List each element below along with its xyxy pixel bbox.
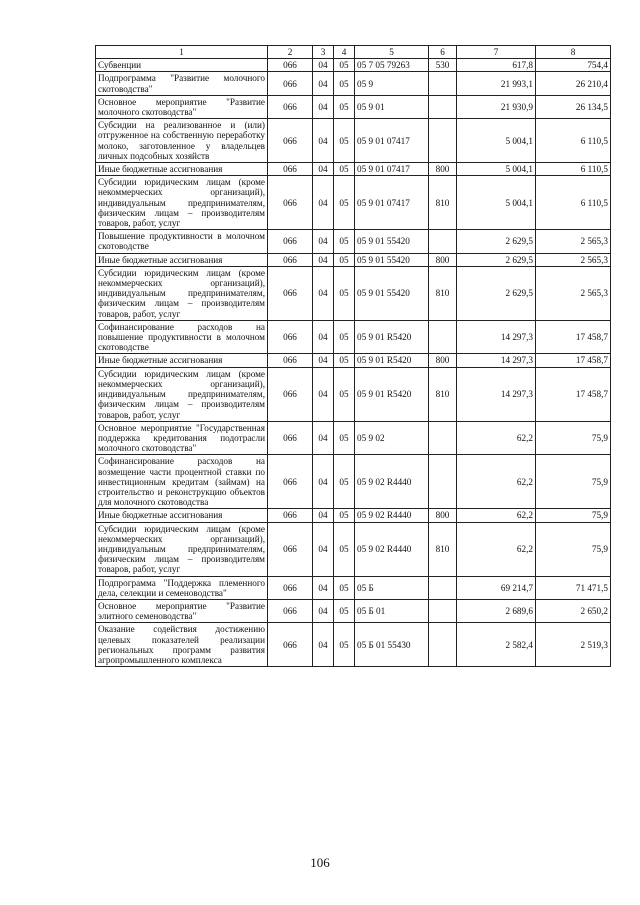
table-row [96,599,611,622]
table-row [96,367,611,421]
table-row [96,95,611,118]
subsection-code-cell: 05 [334,320,355,354]
subsection-code-cell: 05 [334,576,355,599]
ministry-code-cell: 066 [268,253,313,266]
section-code-cell: 04 [313,522,334,576]
subsection-code-cell: 05 [334,599,355,622]
target-article-cell: 05 9 01 R5420 [355,354,429,367]
ministry-code-cell: 066 [268,623,313,667]
target-article-cell: 05 9 01 [355,95,429,118]
table-row [96,421,611,455]
amount-year2-cell: 17 458,7 [536,354,611,367]
column-header: 6 [429,46,457,59]
section-code-cell: 04 [313,72,334,95]
column-header: 7 [457,46,536,59]
expense-type-cell: 810 [429,367,457,421]
target-article-cell: 05 Б 01 55430 [355,623,429,667]
row-name-cell: Подпрограмма "Развитие молочного скотоводства" [96,72,268,95]
expense-type-cell: 810 [429,266,457,320]
amount-year2-cell: 6 110,5 [536,163,611,176]
amount-year2-cell: 75,9 [536,509,611,522]
row-name-cell: Иные бюджетные ассигнования [96,509,268,522]
column-header: 2 [268,46,313,59]
amount-year1-cell: 2 689,6 [457,599,536,622]
expense-type-cell [429,576,457,599]
section-code-cell: 04 [313,421,334,455]
expense-type-cell: 810 [429,522,457,576]
amount-year2-cell: 754,4 [536,59,611,72]
row-name-cell: Субсидии юридическим лицам (кроме некоммерческих организаций), индивидуальным предпринимателям, физическим лицам – производителям товаров, работ, услуг [96,522,268,576]
target-article-cell: 05 9 02 R4440 [355,455,429,509]
expense-type-cell [429,72,457,95]
ministry-code-cell: 066 [268,163,313,176]
subsection-code-cell: 05 [334,176,355,230]
table-header-row [96,46,611,59]
amount-year2-cell: 17 458,7 [536,320,611,354]
expense-type-cell: 810 [429,176,457,230]
ministry-code-cell: 066 [268,266,313,320]
ministry-code-cell: 066 [268,176,313,230]
table-row [96,522,611,576]
section-code-cell: 04 [313,509,334,522]
expense-type-cell: 800 [429,354,457,367]
ministry-code-cell: 066 [268,119,313,163]
target-article-cell: 05 9 01 R5420 [355,367,429,421]
subsection-code-cell: 05 [334,253,355,266]
row-name-cell: Субсидии юридическим лицам (кроме некоммерческих организаций), индивидуальным предпринимателям, физическим лицам – производителям товаров, работ, услуг [96,266,268,320]
table-row [96,320,611,354]
row-name-cell: Софинансирование расходов на возмещение части процентной ставки по инвестиционным кредитам (займам) на строительство и реконструкцию объектов для молочного скотоводства [96,455,268,509]
column-header: 1 [96,46,268,59]
section-code-cell: 04 [313,119,334,163]
row-name-cell: Основное мероприятие "Развитие молочного скотоводства" [96,95,268,118]
subsection-code-cell: 05 [334,455,355,509]
section-code-cell: 04 [313,176,334,230]
row-name-cell: Основное мероприятие "Государственная поддержка кредитования подотрасли молочного скотоводства" [96,421,268,455]
amount-year1-cell: 62,2 [457,509,536,522]
column-header: 8 [536,46,611,59]
ministry-code-cell: 066 [268,354,313,367]
amount-year1-cell: 5 004,1 [457,163,536,176]
row-name-cell: Иные бюджетные ассигнования [96,354,268,367]
expense-type-cell: 800 [429,163,457,176]
expense-type-cell [429,455,457,509]
amount-year1-cell: 2 629,5 [457,266,536,320]
subsection-code-cell: 05 [334,509,355,522]
expense-type-cell [429,599,457,622]
expense-type-cell [429,623,457,667]
row-name-cell: Основное мероприятие "Развитие элитного семеноводства" [96,599,268,622]
table-row [96,59,611,72]
target-article-cell: 05 9 02 R4440 [355,509,429,522]
table-body [96,59,611,667]
target-article-cell: 05 9 01 55420 [355,266,429,320]
amount-year1-cell: 2 582,4 [457,623,536,667]
table-row [96,455,611,509]
subsection-code-cell: 05 [334,59,355,72]
target-article-cell: 05 9 01 55420 [355,230,429,253]
subsection-code-cell: 05 [334,119,355,163]
target-article-cell: 05 9 01 07417 [355,176,429,230]
target-article-cell: 05 9 01 07417 [355,163,429,176]
amount-year2-cell: 71 471,5 [536,576,611,599]
ministry-code-cell: 066 [268,509,313,522]
table-row [96,119,611,163]
subsection-code-cell: 05 [334,163,355,176]
column-header: 3 [313,46,334,59]
ministry-code-cell: 066 [268,320,313,354]
section-code-cell: 04 [313,320,334,354]
subsection-code-cell: 05 [334,421,355,455]
target-article-cell: 05 9 01 07417 [355,119,429,163]
ministry-code-cell: 066 [268,59,313,72]
subsection-code-cell: 05 [334,266,355,320]
expense-type-cell [429,230,457,253]
section-code-cell: 04 [313,266,334,320]
expense-type-cell [429,421,457,455]
target-article-cell: 05 Б [355,576,429,599]
amount-year2-cell: 75,9 [536,421,611,455]
amount-year2-cell: 6 110,5 [536,176,611,230]
ministry-code-cell: 066 [268,455,313,509]
table-row [96,72,611,95]
section-code-cell: 04 [313,354,334,367]
target-article-cell: 05 7 05 79263 [355,59,429,72]
amount-year1-cell: 62,2 [457,522,536,576]
budget-table [95,45,611,667]
section-code-cell: 04 [313,599,334,622]
subsection-code-cell: 05 [334,72,355,95]
amount-year1-cell: 69 214,7 [457,576,536,599]
ministry-code-cell: 066 [268,367,313,421]
column-header: 4 [334,46,355,59]
amount-year2-cell: 17 458,7 [536,367,611,421]
table-row [96,509,611,522]
row-name-cell: Иные бюджетные ассигнования [96,163,268,176]
amount-year2-cell: 75,9 [536,455,611,509]
amount-year1-cell: 5 004,1 [457,176,536,230]
amount-year2-cell: 26 210,4 [536,72,611,95]
amount-year2-cell: 2 519,3 [536,623,611,667]
amount-year2-cell: 2 650,2 [536,599,611,622]
amount-year2-cell: 2 565,3 [536,266,611,320]
target-article-cell: 05 9 02 [355,421,429,455]
amount-year1-cell: 14 297,3 [457,354,536,367]
target-article-cell: 05 9 [355,72,429,95]
table-row [96,253,611,266]
ministry-code-cell: 066 [268,576,313,599]
table-row [96,163,611,176]
table-row [96,176,611,230]
subsection-code-cell: 05 [334,95,355,118]
row-name-cell: Подпрограмма "Поддержка племенного дела, селекции и семеноводства" [96,576,268,599]
target-article-cell: 05 9 01 R5420 [355,320,429,354]
amount-year1-cell: 62,2 [457,455,536,509]
target-article-cell: 05 Б 01 [355,599,429,622]
row-name-cell: Повышение продуктивности в молочном скотоводстве [96,230,268,253]
table-row [96,623,611,667]
amount-year2-cell: 26 134,5 [536,95,611,118]
expense-type-cell [429,95,457,118]
row-name-cell: Субсидии юридическим лицам (кроме некоммерческих организаций), индивидуальным предпринимателям, физическим лицам – производителям товаров, работ, услуг [96,176,268,230]
amount-year2-cell: 6 110,5 [536,119,611,163]
section-code-cell: 04 [313,623,334,667]
subsection-code-cell: 05 [334,623,355,667]
amount-year1-cell: 62,2 [457,421,536,455]
amount-year1-cell: 2 629,5 [457,230,536,253]
section-code-cell: 04 [313,230,334,253]
row-name-cell: Софинансирование расходов на повышение продуктивности в молочном скотоводстве [96,320,268,354]
expense-type-cell: 530 [429,59,457,72]
target-article-cell: 05 9 02 R4440 [355,522,429,576]
section-code-cell: 04 [313,576,334,599]
amount-year2-cell: 2 565,3 [536,230,611,253]
amount-year2-cell: 2 565,3 [536,253,611,266]
subsection-code-cell: 05 [334,522,355,576]
table-row [96,230,611,253]
table-row [96,266,611,320]
ministry-code-cell: 066 [268,522,313,576]
subsection-code-cell: 05 [334,367,355,421]
ministry-code-cell: 066 [268,230,313,253]
ministry-code-cell: 066 [268,95,313,118]
table-row [96,576,611,599]
amount-year1-cell: 14 297,3 [457,320,536,354]
ministry-code-cell: 066 [268,72,313,95]
amount-year1-cell: 2 629,5 [457,253,536,266]
row-name-cell: Оказание содействия достижению целевых показателей реализации региональных программ развития агропромышленного комплекса [96,623,268,667]
ministry-code-cell: 066 [268,599,313,622]
column-header: 5 [355,46,429,59]
row-name-cell: Субсидии юридическим лицам (кроме некоммерческих организаций), индивидуальным предпринимателям, физическим лицам – производителям товаров, работ, услуг [96,367,268,421]
amount-year1-cell: 21 993,1 [457,72,536,95]
document-page [95,45,610,667]
subsection-code-cell: 05 [334,354,355,367]
row-name-cell: Субсидии на реализованное и (или) отгруженное на собственную переработку молоко, заготовленное у владельцев личных подсобных хозяйств [96,119,268,163]
page-number: 106 [310,855,330,870]
target-article-cell: 05 9 01 55420 [355,253,429,266]
row-name-cell: Иные бюджетные ассигнования [96,253,268,266]
row-name-cell: Субвенции [96,59,268,72]
section-code-cell: 04 [313,59,334,72]
section-code-cell: 04 [313,163,334,176]
section-code-cell: 04 [313,95,334,118]
amount-year2-cell: 75,9 [536,522,611,576]
section-code-cell: 04 [313,455,334,509]
amount-year1-cell: 21 930,9 [457,95,536,118]
subsection-code-cell: 05 [334,230,355,253]
expense-type-cell: 800 [429,253,457,266]
amount-year1-cell: 14 297,3 [457,367,536,421]
expense-type-cell [429,119,457,163]
expense-type-cell: 800 [429,509,457,522]
expense-type-cell [429,320,457,354]
table-row [96,354,611,367]
section-code-cell: 04 [313,253,334,266]
ministry-code-cell: 066 [268,421,313,455]
amount-year1-cell: 5 004,1 [457,119,536,163]
section-code-cell: 04 [313,367,334,421]
amount-year1-cell: 617,8 [457,59,536,72]
